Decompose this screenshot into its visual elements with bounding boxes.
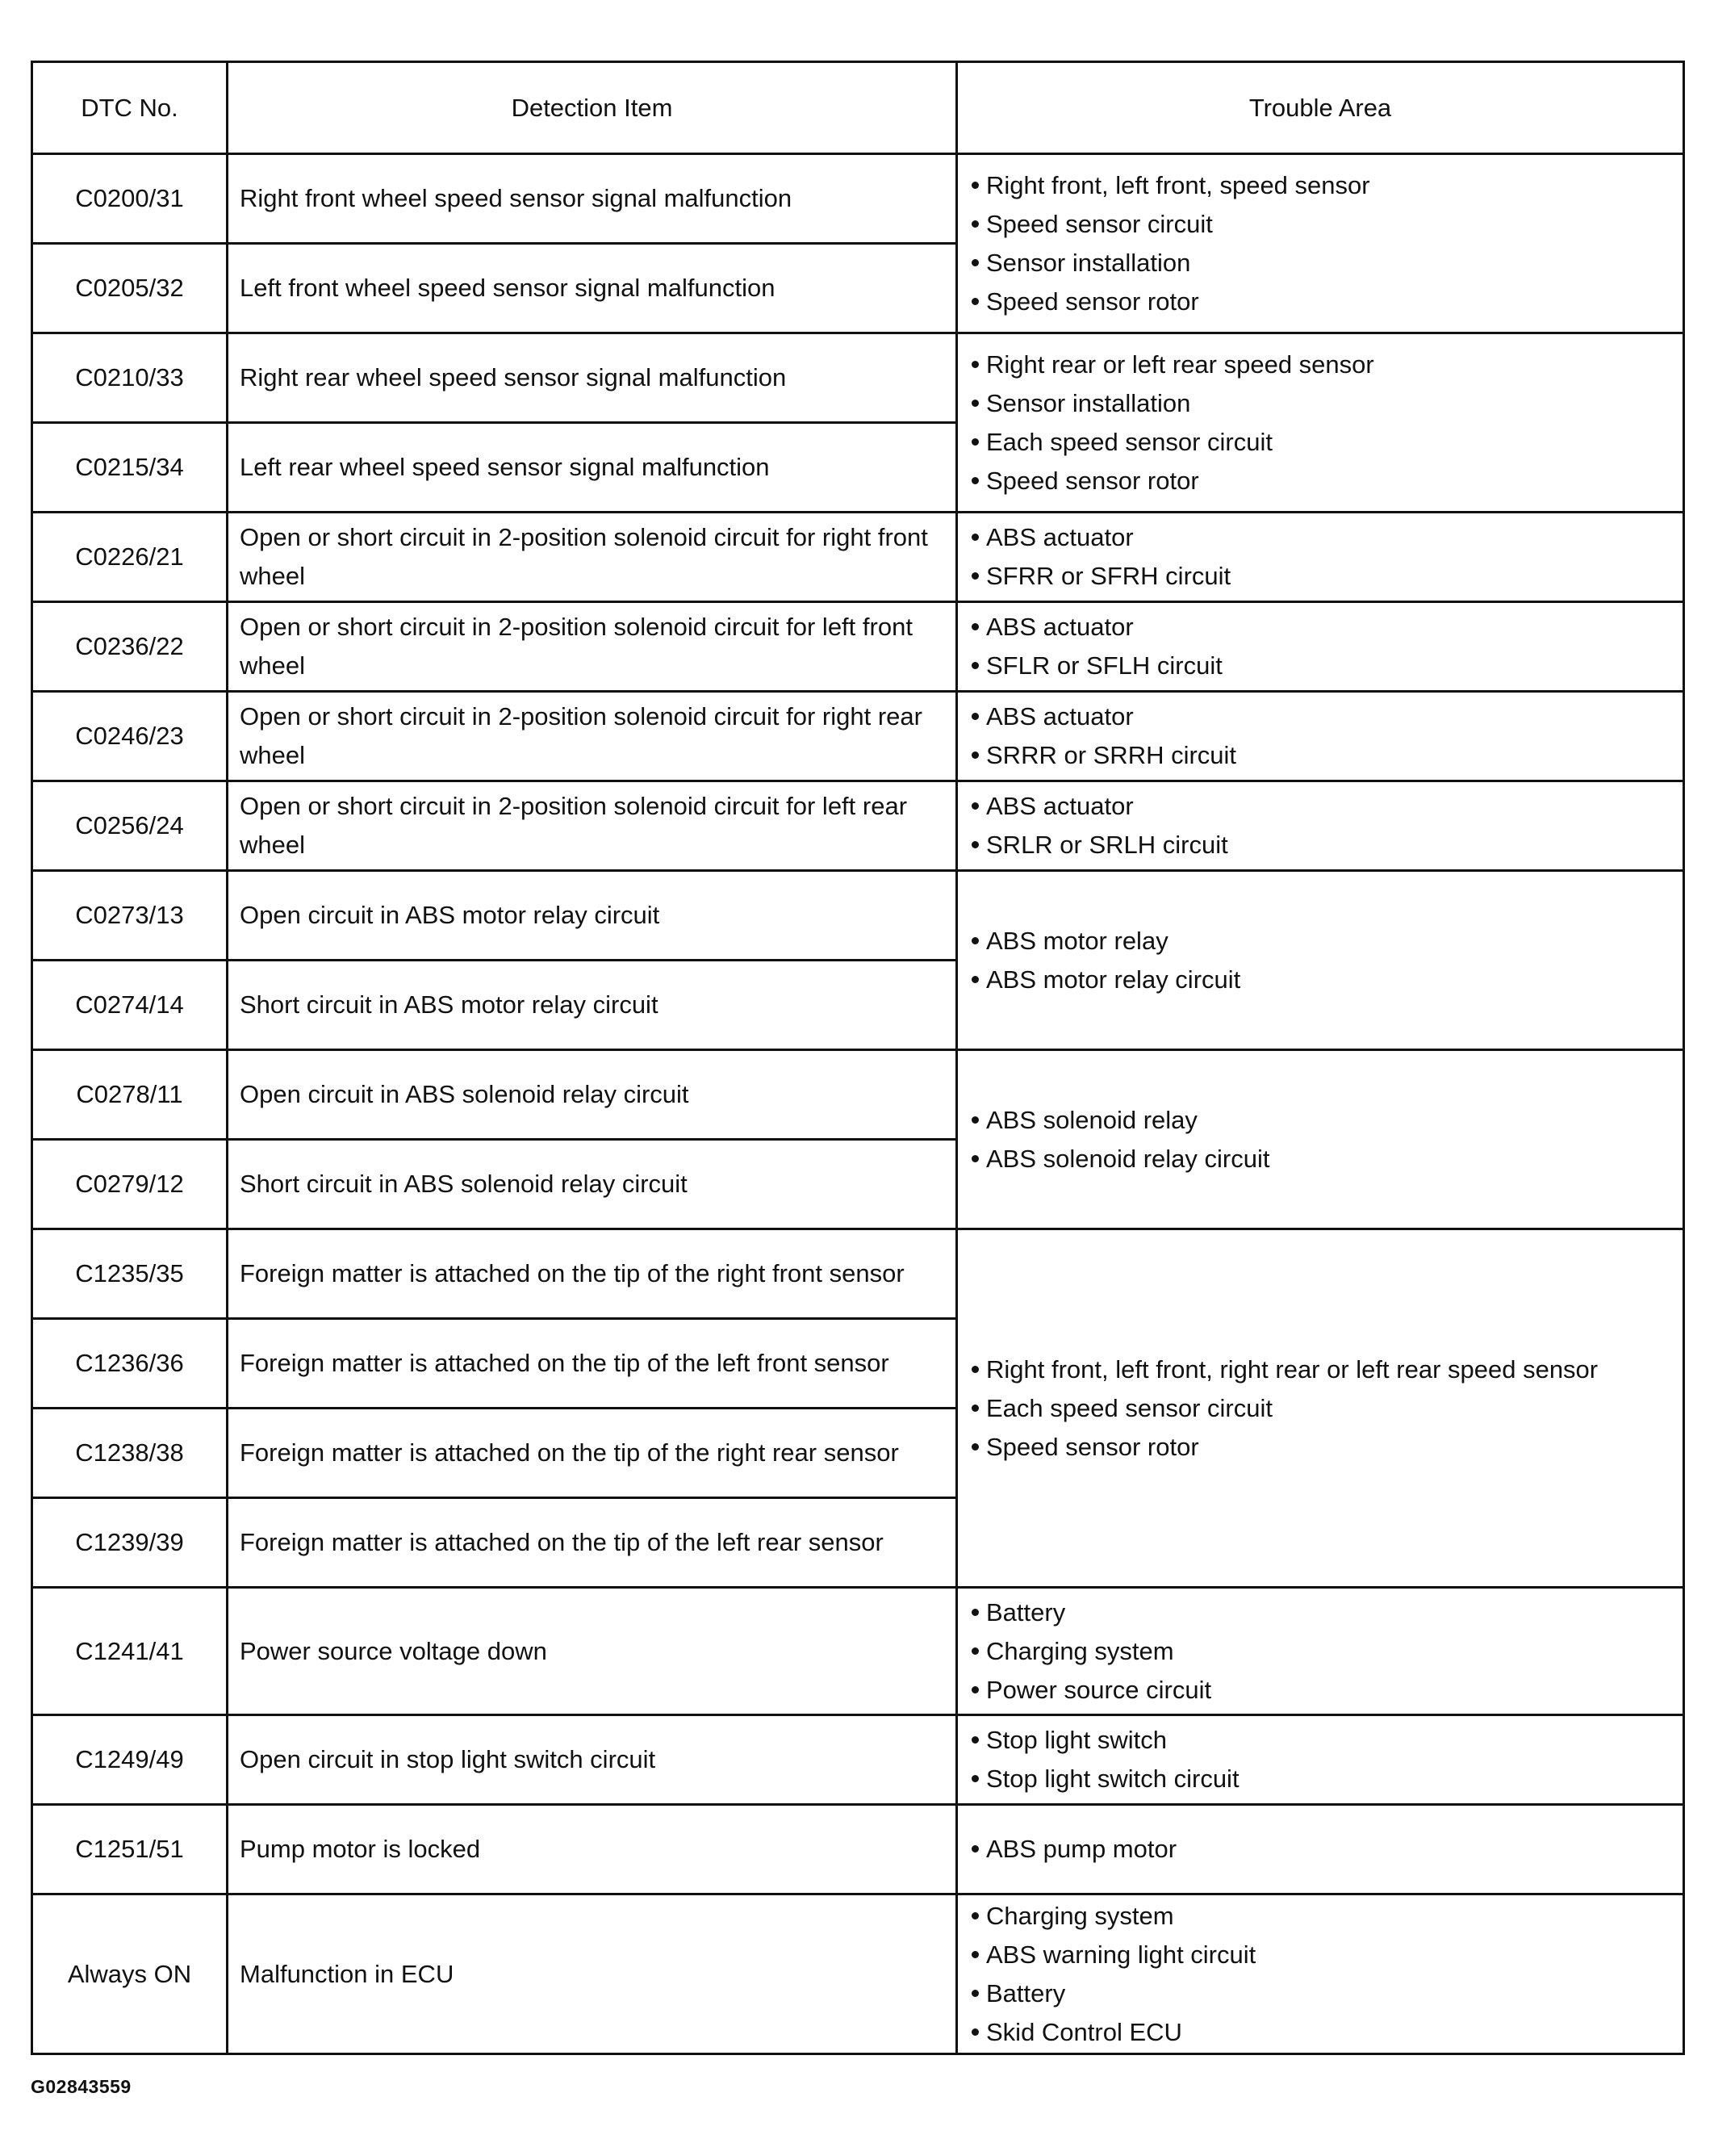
trouble-area-item: ABS solenoid relay <box>970 1101 1683 1140</box>
trouble-area-item: ABS motor relay circuit <box>970 961 1683 999</box>
dtc-code: C0273/13 <box>32 871 228 961</box>
trouble-area-item: SFLR or SFLH circuit <box>970 647 1683 685</box>
dtc-code: C0279/12 <box>32 1140 228 1229</box>
dtc-code: C0236/22 <box>32 602 228 692</box>
figure-id: G02843559 <box>31 2076 132 2097</box>
dtc-code: C1238/38 <box>32 1409 228 1498</box>
detection-item: Foreign matter is attached on the tip of the left rear sensor <box>228 1498 957 1588</box>
trouble-area-item: ABS motor relay <box>970 922 1683 961</box>
header-detection-item: Detection Item <box>228 62 957 154</box>
dtc-code: C0278/11 <box>32 1050 228 1140</box>
trouble-area-item: ABS pump motor <box>970 1830 1683 1869</box>
detection-item: Power source voltage down <box>228 1588 957 1715</box>
trouble-area-item: Speed sensor rotor <box>970 1428 1683 1467</box>
trouble-area-item: ABS warning light circuit <box>970 1936 1683 1974</box>
trouble-area-item: Battery <box>970 1974 1683 2013</box>
trouble-area-item: Sensor installation <box>970 384 1683 423</box>
dtc-code: Always ON <box>32 1894 228 2054</box>
table-row <box>32 1715 1684 1805</box>
trouble-area-item: Each speed sensor circuit <box>970 1389 1683 1428</box>
trouble-area-item: Speed sensor rotor <box>970 283 1683 321</box>
dtc-code: C0210/33 <box>32 333 228 423</box>
trouble-area-item: ABS actuator <box>970 518 1683 557</box>
trouble-area-item: Power source circuit <box>970 1671 1683 1710</box>
trouble-area-item: Skid Control ECU <box>970 2013 1683 2052</box>
trouble-area-item: ABS solenoid relay circuit <box>970 1140 1683 1178</box>
trouble-area-item: SRRR or SRRH circuit <box>970 736 1683 775</box>
trouble-area <box>957 1050 1684 1229</box>
dtc-code: C0246/23 <box>32 692 228 781</box>
dtc-code: C1236/36 <box>32 1319 228 1409</box>
detection-item: Malfunction in ECU <box>228 1894 957 2054</box>
trouble-area <box>957 1588 1684 1715</box>
header-dtc-no: DTC No. <box>32 62 228 154</box>
trouble-area-item: Right front, left front, speed sensor <box>970 166 1683 205</box>
trouble-area-item: Charging system <box>970 1632 1683 1671</box>
detection-item: Open circuit in ABS solenoid relay circuit <box>228 1050 957 1140</box>
trouble-area-item: Battery <box>970 1593 1683 1632</box>
trouble-area-item: Sensor installation <box>970 244 1683 283</box>
table-row <box>32 602 1684 692</box>
trouble-area-item: Right front, left front, right rear or left rear speed sensor <box>970 1350 1683 1389</box>
trouble-area-item: SFRR or SFRH circuit <box>970 557 1683 596</box>
detection-item: Right front wheel speed sensor signal malfunction <box>228 154 957 244</box>
table-row <box>32 1894 1684 2054</box>
dtc-code: C1241/41 <box>32 1588 228 1715</box>
table-row <box>32 1588 1684 1715</box>
detection-item: Open or short circuit in 2-position solenoid circuit for left rear wheel <box>228 781 957 871</box>
detection-item: Left front wheel speed sensor signal malfunction <box>228 244 957 333</box>
trouble-area-item: Speed sensor rotor <box>970 462 1683 500</box>
table-row <box>32 1229 1684 1319</box>
trouble-area-item: ABS actuator <box>970 697 1683 736</box>
trouble-area <box>957 154 1684 333</box>
trouble-area <box>957 1894 1684 2054</box>
trouble-area <box>957 513 1684 602</box>
dtc-code: C0200/31 <box>32 154 228 244</box>
trouble-area-item: Stop light switch <box>970 1721 1683 1760</box>
header-trouble-area: Trouble Area <box>957 62 1684 154</box>
trouble-area-item: Right rear or left rear speed sensor <box>970 345 1683 384</box>
detection-item: Foreign matter is attached on the tip of the right front sensor <box>228 1229 957 1319</box>
trouble-area <box>957 1715 1684 1805</box>
detection-item: Open or short circuit in 2-position solenoid circuit for right front wheel <box>228 513 957 602</box>
dtc-table <box>31 61 1685 2055</box>
trouble-area <box>957 333 1684 513</box>
dtc-code: C0256/24 <box>32 781 228 871</box>
trouble-area-item: ABS actuator <box>970 787 1683 826</box>
detection-item: Open circuit in stop light switch circuit <box>228 1715 957 1805</box>
trouble-area-item: Each speed sensor circuit <box>970 423 1683 462</box>
dtc-code: C1239/39 <box>32 1498 228 1588</box>
table-row <box>32 1805 1684 1894</box>
detection-item: Foreign matter is attached on the tip of the left front sensor <box>228 1319 957 1409</box>
dtc-code: C1249/49 <box>32 1715 228 1805</box>
trouble-area-item: Speed sensor circuit <box>970 205 1683 244</box>
dtc-code: C0205/32 <box>32 244 228 333</box>
detection-item: Open circuit in ABS motor relay circuit <box>228 871 957 961</box>
detection-item: Short circuit in ABS solenoid relay circuit <box>228 1140 957 1229</box>
trouble-area-item: Charging system <box>970 1897 1683 1936</box>
trouble-area <box>957 602 1684 692</box>
table-row <box>32 513 1684 602</box>
dtc-code: C1251/51 <box>32 1805 228 1894</box>
table-row <box>32 333 1684 423</box>
dtc-code: C0215/34 <box>32 423 228 513</box>
table-row <box>32 692 1684 781</box>
detection-item: Right rear wheel speed sensor signal malfunction <box>228 333 957 423</box>
trouble-area <box>957 692 1684 781</box>
detection-item: Foreign matter is attached on the tip of the right rear sensor <box>228 1409 957 1498</box>
dtc-code: C0226/21 <box>32 513 228 602</box>
dtc-code: C1235/35 <box>32 1229 228 1319</box>
table-row <box>32 871 1684 961</box>
trouble-area-item: ABS actuator <box>970 608 1683 647</box>
detection-item: Short circuit in ABS motor relay circuit <box>228 961 957 1050</box>
trouble-area-item: SRLR or SRLH circuit <box>970 826 1683 864</box>
detection-item: Left rear wheel speed sensor signal malfunction <box>228 423 957 513</box>
detection-item: Open or short circuit in 2-position solenoid circuit for right rear wheel <box>228 692 957 781</box>
trouble-area <box>957 781 1684 871</box>
trouble-area <box>957 871 1684 1050</box>
trouble-area-item: Stop light switch circuit <box>970 1760 1683 1798</box>
detection-item: Pump motor is locked <box>228 1805 957 1894</box>
header-row <box>32 62 1684 154</box>
table-row <box>32 154 1684 244</box>
trouble-area <box>957 1805 1684 1894</box>
detection-item: Open or short circuit in 2-position solenoid circuit for left front wheel <box>228 602 957 692</box>
dtc-code: C0274/14 <box>32 961 228 1050</box>
trouble-area <box>957 1229 1684 1588</box>
table-row <box>32 781 1684 871</box>
table-row <box>32 1050 1684 1140</box>
